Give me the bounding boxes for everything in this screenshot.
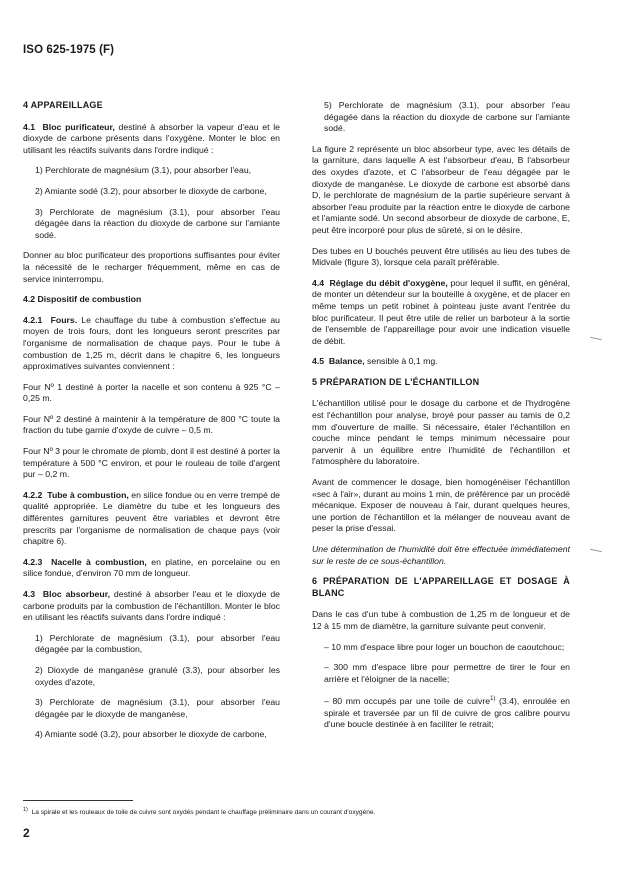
- para-4-2-2-heading: Tube à combustion,: [47, 489, 129, 500]
- para-4-2-2-text: en silice fondue ou en verre trempé de qualité appropriée. Le diamètre du tube et les longueurs des différentes garnitures peuvent être variables et devront être prescrits par l'organisme de normalisation de chaque pays (voir chapitre 6).: [23, 489, 280, 547]
- section-4-2-title: 4.2 Dispositif de combustion: [23, 294, 142, 305]
- figure-2-paragraph: La figure 2 représente un bloc absorbeur type, avec les détails de la garniture, dans laquelle A est l'absorbeur d'eau, B l'absorbeur des oxydes d'azote, et C l'absorbeur de l'eau dégagée par le dioxyde de manganèse. Le dioxyde de carbone est absorbé dans D, le perchlorate de magnésium de la partie supérieure servant à absorber l'eau produite par la réaction entre le dioxyde de carbone et l'amiante sodé. Un second absorbeur de dioxyde de carbone, E, peut être incorporé pour plus de sûreté, si on le désire.: [312, 143, 570, 235]
- para-4-4-number: 4.4: [312, 277, 325, 288]
- para-4-2-3-text: en platine, en porcelaine ou en silice fondue, d'environ 70 mm de longueur.: [23, 556, 280, 579]
- four-2: Four Nº 2 destiné à maintenir à la température de 800 °C toute la fraction du tube garnie d'oxyde de cuivre – 0,5 m.: [23, 413, 280, 436]
- para-4-2-3-number: 4.2.3: [23, 556, 43, 567]
- footnote-rule: [23, 800, 133, 801]
- para-4-3-number: 4.3: [23, 589, 36, 599]
- para-4-1: [23, 122, 280, 157]
- para-4-5: [312, 356, 570, 368]
- para-4-2-1-text: Le chauffage du tube à combustion s'effectue au moyen de trois fours, dont les longueurs seront prescrites par l'organisme de normalisation de chaque pays. Pour le tube à combustion de 1,25 m, décrit dans le chapitre 6, les longueurs approximatives suivantes conviennent :: [23, 314, 280, 372]
- list-item: 3) Perchlorate de magnésium (3.1), pour absorber l'eau dégagée par le dioxyde de manganèse,: [35, 697, 280, 719]
- para-4-2-3: [23, 557, 280, 580]
- four-1: Four Nº 1 destiné à porter la nacelle et son contenu à 925 °C – 0,25 m.: [23, 381, 280, 404]
- page-number: 2: [23, 826, 30, 840]
- list-item: 3) Perchlorate de magnésium (3.1), pour absorber l'eau dégagée dans la réaction du dioxyde de carbone sur l'amiante sodé.: [35, 206, 280, 240]
- para-4-1-after: Donner au bloc purificateur des proportions suffisantes pour éviter la nécessité de le recharger fréquemment, même en cas de service ininterrompu.: [23, 250, 280, 284]
- margin-mark: [590, 337, 602, 340]
- section-4-title: 4 APPAREILLAGE: [23, 100, 103, 110]
- list-item: 2) Amiante sodé (3.2), pour absorber le dioxyde de carbone,: [35, 185, 267, 196]
- dash-item: [312, 694, 570, 731]
- para-4-4-heading: Réglage du débit d'oxygène,: [329, 277, 448, 288]
- midvale-paragraph: Des tubes en U bouchés peuvent être utilisés au lieu des tubes de Midvale (figure 3), lorsque cela paraît préférable.: [312, 245, 570, 268]
- dash-item-text-b: (3.4), enroulée en spirale et traversée par un fil de cuivre de gros calibre pourvu d'une boucle destinée à en faciliter le retrait;: [324, 696, 570, 730]
- four-3: Four Nº 3 pour le chromate de plomb, dont il est destiné à porter la température à 500 °C environ, et pour le rouleau de toile d'argent pur – 0,2 m.: [23, 446, 280, 480]
- page-header: ISO 625-1975 (F): [23, 44, 115, 56]
- para-4-1-number: 4.1: [23, 121, 36, 132]
- list-item: 2) Dioxyde de manganèse granulé (3.3), pour absorber les oxydes d'azote,: [35, 664, 280, 687]
- footnote-text: La spirale et les rouleaux de toile de cuivre sont oxydés pendant le chauffage préliminaire dans un courant d'oxygène.: [31, 809, 376, 817]
- section-6-title: 6 PRÉPARATION DE L'APPAREILLAGE ET DOSAGE À BLANC: [312, 576, 570, 598]
- left-column: [23, 100, 280, 750]
- footnote-mark: 1): [23, 807, 28, 813]
- para-4-2-1-heading: Fours.: [50, 314, 78, 325]
- section-5-italic-note: Une détermination de l'humidité doit être effectuée immédiatement sur le reste de ce sous-échantillon.: [312, 544, 570, 566]
- dash-item: – 300 mm d'espace libre pour permettre de tirer le four en arrière et l'éloigner de la nacelle;: [324, 662, 570, 684]
- para-4-2-2-number: 4.2.2: [23, 489, 43, 500]
- para-4-3-text: destiné à absorber l'eau et le dioxyde de carbone produits par la combustion de l'échantillon. Monter le bloc en utilisant les réactifs suivants dans l'ordre indiqué :: [23, 589, 281, 623]
- section-5-paragraph-2: Avant de commencer le dosage, bien homogénéiser l'échantillon «sec à l'air», durant au moins 1 min, de préférence par un procédé mécanique. Exposer de nouveau à l'air, durant quelques heures, une portion de l'échantillon et la mélanger de nouveau avant de peser la prise d'essai.: [312, 477, 570, 534]
- para-4-5-text: sensible à 0,1 mg.: [364, 356, 438, 367]
- list-item: 4) Amiante sodé (3.2), pour absorber le dioxyde de carbone,: [35, 729, 267, 740]
- right-column: [312, 100, 570, 740]
- list-item: 1) Perchlorate de magnésium (3.1), pour absorber l'eau dégagée par la combustion,: [35, 632, 280, 655]
- section-5-title: 5 PRÉPARATION DE L'ÉCHANTILLON: [312, 376, 480, 387]
- para-4-2-2: [23, 490, 280, 548]
- para-4-4: [312, 278, 570, 348]
- section-6-paragraph-1: Dans le cas d'un tube à combustion de 1,25 m de longueur et de 12 à 15 mm de diamètre, la garniture suivante peut convenir.: [312, 609, 570, 631]
- list-item: 5) Perchlorate de magnésium (3.1), pour absorber l'eau dégagée dans la réaction du dioxyde de carbone sur l'amiante sodé.: [324, 100, 570, 134]
- margin-mark: [590, 549, 602, 552]
- para-4-2-1: [23, 315, 280, 373]
- para-4-5-number: 4.5: [312, 356, 325, 367]
- para-4-1-heading: Bloc purificateur,: [42, 121, 115, 132]
- para-4-5-heading: Balance,: [328, 356, 365, 367]
- para-4-3-heading: Bloc absorbeur,: [42, 589, 111, 599]
- para-4-2-1-number: 4.2.1: [23, 314, 43, 325]
- list-item: 1) Perchlorate de magnésium (3.1), pour absorber l'eau,: [35, 165, 252, 176]
- footnote-ref: 1): [490, 696, 496, 703]
- footnote: [23, 806, 583, 817]
- para-4-1-text: destiné à absorber la vapeur d'eau et le dioxyde de carbone présents dans l'oxygène. Monter le bloc en utilisant les réactifs suivants dans l'ordre indiqué :: [23, 121, 281, 155]
- para-4-3: [23, 589, 280, 624]
- dash-item-text-a: – 80 mm occupés par une toile de cuivre: [324, 696, 491, 707]
- para-4-2-3-heading: Nacelle à combustion,: [51, 556, 147, 567]
- dash-item: – 10 mm d'espace libre pour loger un bouchon de caoutchouc;: [324, 641, 565, 652]
- para-4-4-text: pour lequel il suffit, en général, de monter un détendeur sur la bouteille à oxygène, et de placer en même temps un petit robinet à pointeau juste avant l'entrée du bloc purificateur. Il peut être utile de relier un barboteur à la sortie de l'ensemble de l'appareillage pour avoir une indication visuelle de débit.: [312, 277, 571, 346]
- section-5-paragraph-1: L'échantillon utilisé pour le dosage du carbone et de l'hydrogène est l'échantillon pour analyse, broyé pour passer au tamis de 0,2 mm d'ouverture de maille. Si nécessaire, étaler l'échantillon en couche mince pendant le temps minimum nécessaire pour parvenir à un équilibre entre l'humidité de l'échantillon et l'atmosphère du laboratoire.: [312, 398, 570, 467]
